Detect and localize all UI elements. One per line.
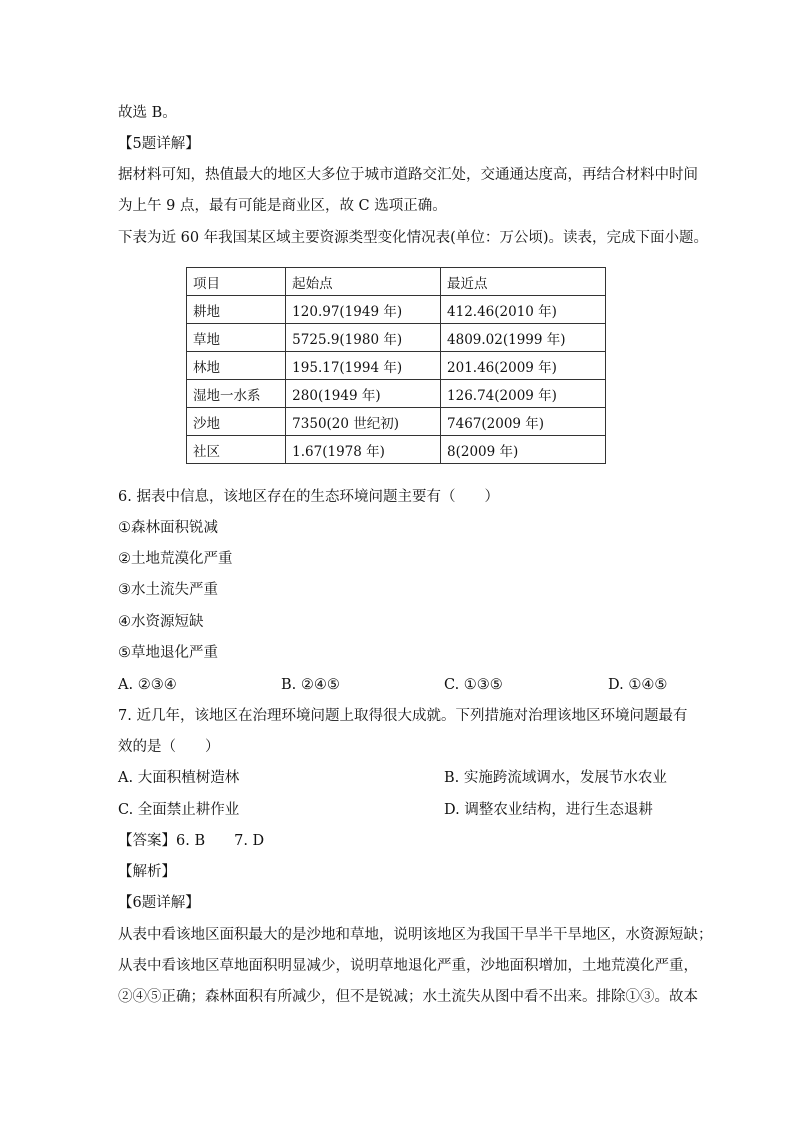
question-7-option-b: B. 实施跨流域调水，发展节水农业 [444, 770, 667, 786]
table-header-cell: 最近点 [441, 268, 606, 296]
analysis-paragraph-line: ②④⑤正确；森林面积有所减少，但不是锐减；水土流失从图中看不出来。排除①③。故本 [118, 989, 698, 1005]
table-cell: 4809.02(1999 年) [441, 324, 606, 352]
answer-line: 【答案】6. B 7. D [118, 833, 265, 849]
table-cell: 412.46(2010 年) [441, 296, 606, 324]
table-cell: 120.97(1949 年) [286, 296, 441, 324]
table-row [187, 324, 606, 352]
table-row [187, 380, 606, 408]
analysis-paragraph-line: 从表中看该地区草地面积明显减少，说明草地退化严重，沙地面积增加，土地荒漠化严重， [118, 958, 698, 974]
table-lead-text: 下表为近 60 年我国某区域主要资源类型变化情况表(单位：万公顷)。读表，完成下面小题。 [118, 230, 708, 246]
question-6-item: ①森林面积锐减 [118, 520, 218, 536]
table-cell: 201.46(2009 年) [441, 352, 606, 380]
question-6-option-b: B. ②④⑤ [281, 677, 340, 693]
table-cell: 8(2009 年) [441, 436, 606, 464]
question-6-stem: 6. 据表中信息，该地区存在的生态环境问题主要有（ ） [118, 489, 499, 505]
question-7-stem: 7. 近几年，该地区在治理环境问题上取得很大成就。下列措施对治理该地区环境问题最有 [118, 708, 688, 724]
table-cell: 126.74(2009 年) [441, 380, 606, 408]
table-cell: 林地 [187, 352, 286, 380]
question-7-option-a: A. 大面积植树造林 [118, 770, 240, 786]
question-6-option-d: D. ①④⑤ [608, 677, 668, 693]
table-cell: 280(1949 年) [286, 380, 441, 408]
table-cell: 耕地 [187, 296, 286, 324]
table-cell: 社区 [187, 436, 286, 464]
table-row [187, 408, 606, 436]
question-7-option-d: D. 调整农业结构，进行生态退耕 [444, 802, 653, 818]
table-row [187, 352, 606, 380]
question-6-item: ③水土流失严重 [118, 582, 218, 598]
analysis-paragraph-line: 从表中看该地区面积最大的是沙地和草地，说明该地区为我国干旱半干旱地区，水资源短缺； [118, 927, 713, 943]
question-6-option-a: A. ②③④ [118, 677, 177, 693]
question-6-option-c: C. ①③⑤ [444, 677, 503, 693]
question-7-option-c: C. 全面禁止耕作业 [118, 802, 240, 818]
table-cell: 沙地 [187, 408, 286, 436]
table-header-cell: 起始点 [286, 268, 441, 296]
table-cell: 195.17(1994 年) [286, 352, 441, 380]
table-cell: 湿地一水系 [187, 380, 286, 408]
table-cell: 7467(2009 年) [441, 408, 606, 436]
question-6-item: ④水资源短缺 [118, 614, 204, 630]
table-cell: 5725.9(1980 年) [286, 324, 441, 352]
paragraph-line: 为上午 9 点，最有可能是商业区，故 C 选项正确。 [118, 198, 447, 214]
resource-change-table [186, 267, 606, 464]
section-heading-q6: 【6题详解】 [118, 895, 200, 911]
question-6-item: ⑤草地退化严重 [118, 645, 218, 661]
table-row [187, 436, 606, 464]
analysis-heading: 【解析】 [118, 864, 176, 880]
table-row [187, 296, 606, 324]
table-cell: 1.67(1978 年) [286, 436, 441, 464]
paragraph-line: 据材料可知，热值最大的地区大多位于城市道路交汇处，交通通达度高，再结合材料中时间 [118, 167, 698, 183]
table-header-row [187, 268, 606, 296]
table-cell: 草地 [187, 324, 286, 352]
question-7-stem: 效的是（ ） [118, 739, 220, 755]
question-6-item: ②土地荒漠化严重 [118, 551, 233, 567]
table-cell: 7350(20 世纪初) [286, 408, 441, 436]
table-header-cell: 项目 [187, 268, 286, 296]
intro-line: 故选 B。 [118, 105, 177, 121]
section-heading-q5: 【5题详解】 [118, 136, 200, 152]
